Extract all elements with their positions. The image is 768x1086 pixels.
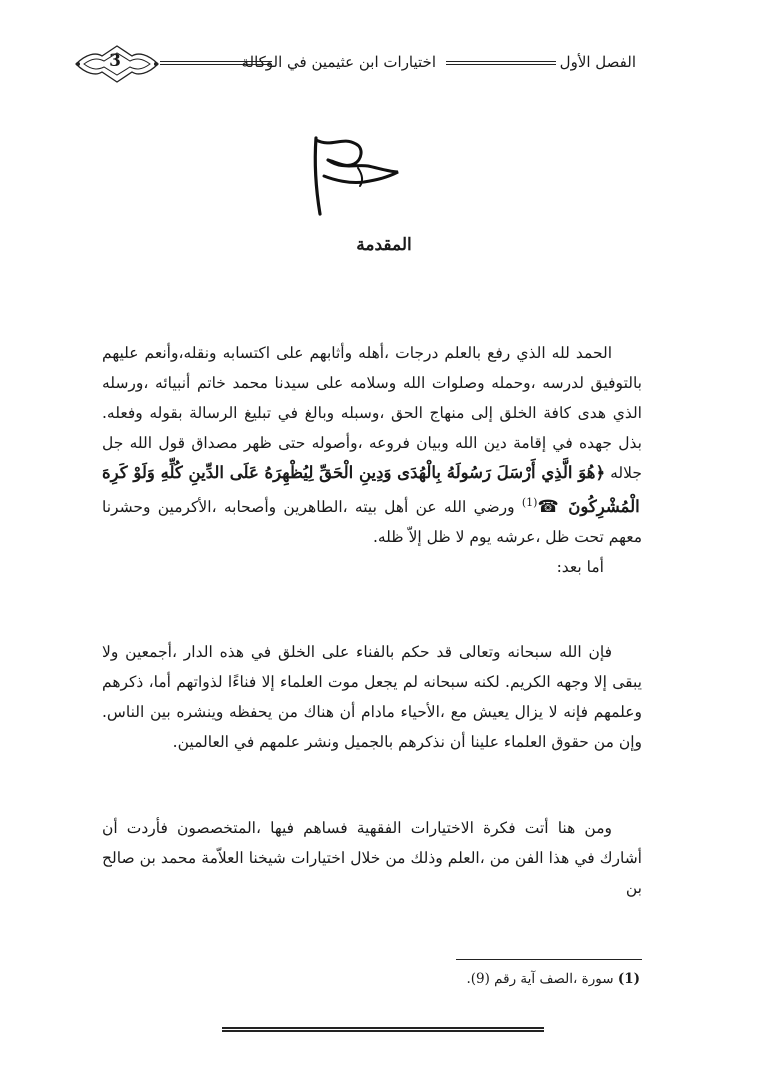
body-paragraph-2 bbox=[102, 637, 642, 757]
paragraph-text-continued: ورضي الله عن أهل بيته ،الطاهرين وأصحابه ،الأكرمين وحشرنا معهم تحت ظل ،عرشه يوم لا ظل إلاّ ظله. bbox=[102, 498, 642, 547]
footnote-number: (1) bbox=[617, 971, 640, 987]
header-rule-right bbox=[446, 61, 556, 65]
paragraph-text: ومن هنا أتت فكرة الاختيارات الفقهية فساهم فيها ،المتخصصون فأردت أن أشارك في هذا الفن من ،العلم وذلك من خلال اختيارات شيخنا العلاّمة محمد بن صالح بن bbox=[102, 819, 642, 897]
book-title: اختيارات ابن عثيمين في الوكالة bbox=[241, 53, 436, 71]
paragraph-text: الحمد لله الذي رفع بالعلم درجات ،أهله وأثابهم على اكتسابه ونقله،وأنعم عليهم بالتوفيق لدرسه ،وحمله وصلوات الله وسلامه على سيدنا محمد خاتم أنبيائه ،ورسله الذي هدى كافة الخلق إلى منهاج الحق ،وسبله وبالغ في تبليغ الرسالة بقوله وفعله. بذل جهده في إقامة دين الله وبيان فروعه ،وأصوله حتى ظهر مصداق قول الله جل جلاله bbox=[102, 344, 642, 482]
chapter-title: الفصل الأول bbox=[559, 53, 636, 71]
footnote-text: سورة ،الصف آية رقم (9). bbox=[466, 971, 614, 987]
quran-verse: هُوَ الَّذِي أَرْسَلَ رَسُولَهُ بِالْهُدَى وَدِينِ الْحَقِّ لِيُظْهِرَهُ عَلَى الدِّينِ كُلِّهِ وَلَوْ كَرِهَ الْمُشْرِكُونَ bbox=[102, 463, 640, 517]
flag-icon bbox=[298, 130, 408, 220]
section-heading: المقدمة bbox=[356, 235, 412, 255]
verse-end-icon: ☎ bbox=[537, 497, 561, 518]
footnote bbox=[300, 968, 640, 990]
body-paragraph-3 bbox=[102, 813, 642, 903]
page-header bbox=[0, 0, 768, 100]
footer-rule bbox=[222, 1027, 544, 1032]
footnote-reference: (1) bbox=[521, 496, 538, 509]
paragraph-text: فإن الله سبحانه وتعالى قد حكم بالفناء على الخلق في هذه الدار ،أجمعين ولا يبقى إلا وجهه الكريم. لكنه سبحانه لم يجعل موت العلماء إلا فناءًا لذواتهم أما، ذكرهم وعلمهم فإنه لا يزال يعيش مع ،الأحياء مادام أن هناك من يحفظه وينشره بين الناس. وإن من حقوق العلماء علينا أن نذكرهم بالجميل ونشر علمهم في العالمين. bbox=[102, 643, 642, 751]
footnote-separator bbox=[456, 959, 642, 960]
header-rule-left bbox=[160, 61, 272, 65]
intro-paragraph bbox=[102, 338, 642, 582]
verse-open-bracket: ﴿ bbox=[595, 463, 606, 482]
page-number: 3 bbox=[109, 51, 121, 71]
amma-baad-heading: أما بعد: bbox=[556, 558, 604, 577]
